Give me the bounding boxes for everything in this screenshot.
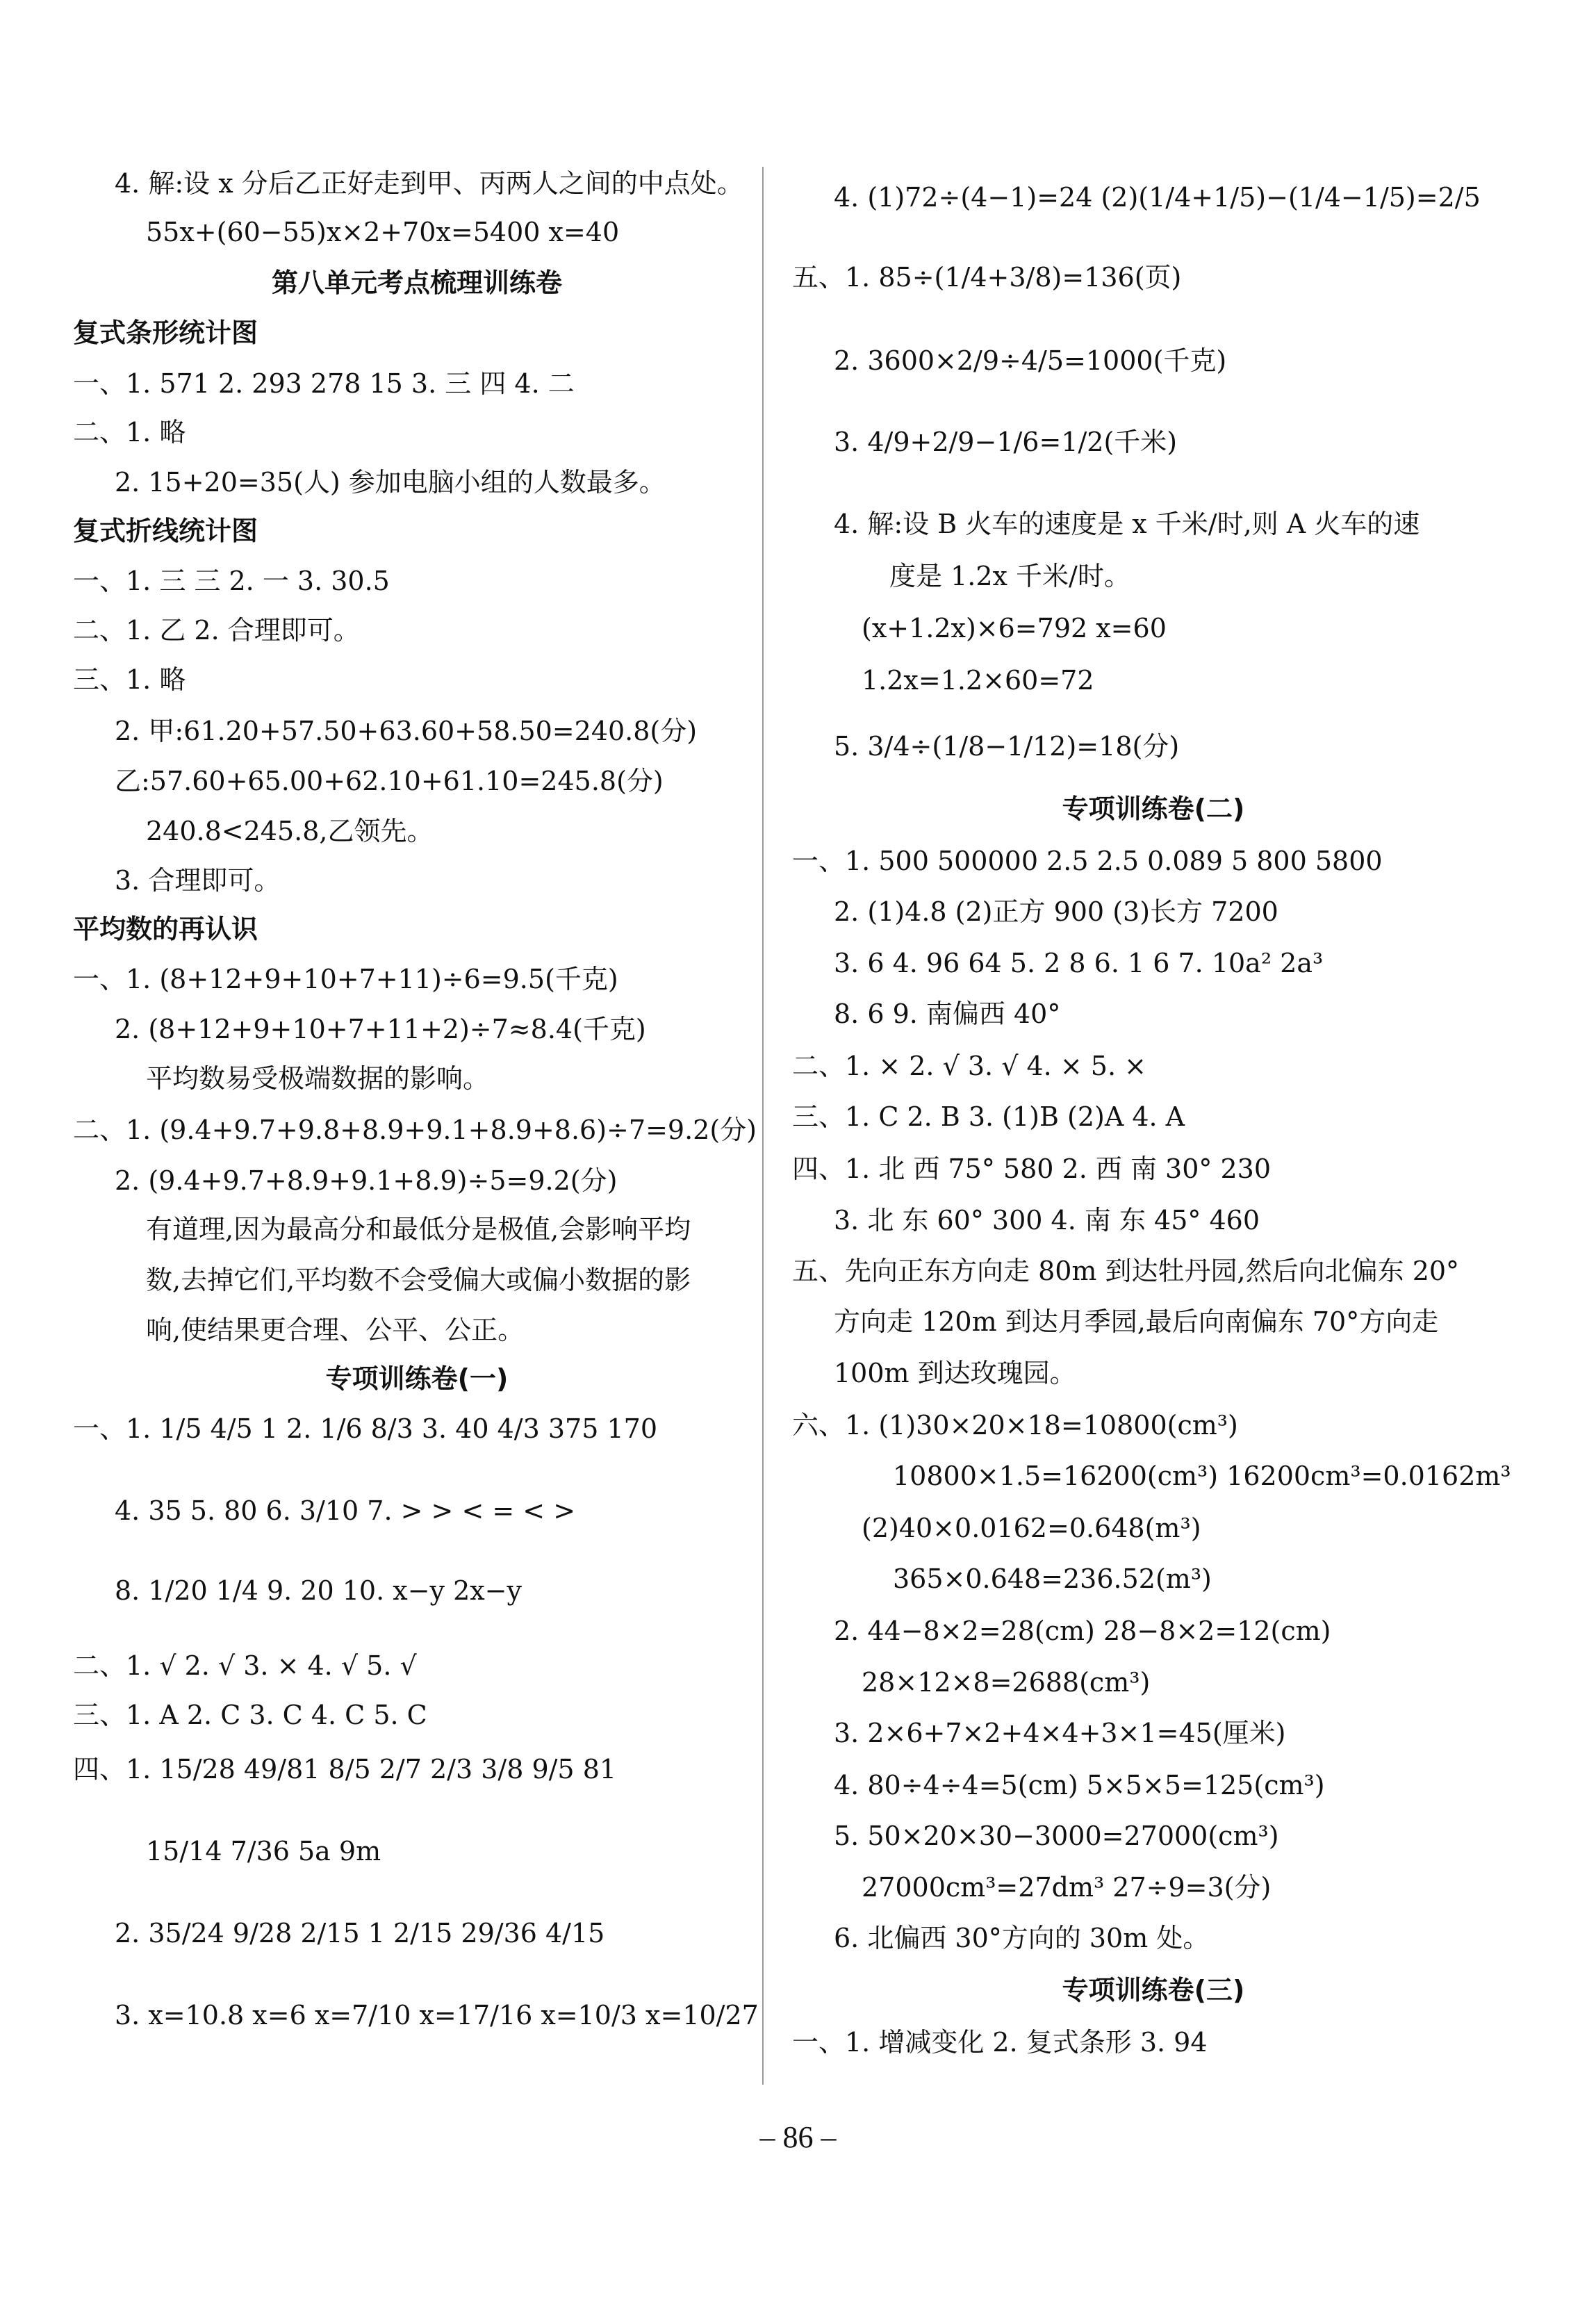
answer-line: 一、1. (8+12+9+10+7+11)÷6=9.5(千克)	[73, 964, 618, 994]
answer-line: 二、1. 乙 2. 合理即可。	[73, 615, 360, 646]
answer-line: 3. x=10.8 x=6 x=7/10 x=17/16 x=10/3 x=10/27	[115, 2000, 759, 2030]
answer-line: (x+1.2x)×6=792 x=60	[862, 613, 1167, 643]
answer-line: 2. 3600×2/9÷4/5=1000(千克)	[834, 345, 1227, 376]
answer-line: 3. 2×6+7×2+4×4+3×1=45(厘米)	[834, 1718, 1286, 1748]
section-title: 专项训练卷(二)	[1062, 794, 1245, 824]
answer-line: 2. 44−8×2=28(cm) 28−8×2=12(cm)	[834, 1616, 1331, 1646]
section-heading: 复式折线统计图	[73, 516, 258, 546]
answer-line: 二、1. (9.4+9.7+9.8+8.9+9.1+8.9+8.6)÷7=9.2(分)	[73, 1115, 757, 1145]
answer-line: 6. 北偏西 30°方向的 30m 处。	[834, 1923, 1210, 1953]
answer-line: 2. 甲:61.20+57.50+63.60+58.50=240.8(分)	[115, 716, 698, 746]
answer-line: 二、1. √ 2. √ 3. × 4. √ 5. √	[73, 1650, 417, 1681]
answer-line: 二、1. 略	[73, 417, 186, 448]
answer-line: 二、1. × 2. √ 3. √ 4. × 5. ×	[792, 1051, 1146, 1081]
page-number: – 86 –	[759, 2120, 837, 2154]
unit-title: 第八单元考点梳理训练卷	[271, 268, 562, 298]
answer-line: 一、1. 三 三 2. 一 3. 30.5	[73, 566, 390, 596]
answer-line: 2. (1)4.8 (2)正方 900 (3)长方 7200	[834, 896, 1278, 927]
answer-line: 4. 解:设 x 分后乙正好走到甲、丙两人之间的中点处。	[115, 168, 743, 199]
answer-line: 五、1. 85÷(1/4+3/8)=136(页)	[792, 262, 1182, 293]
answer-line: 方向走 120m 到达月季园,最后向南偏东 70°方向走	[834, 1306, 1439, 1337]
answer-line: 3. 4/9+2/9−1/6=1/2(千米)	[834, 427, 1178, 457]
answer-line: 四、1. 北 西 75° 580 2. 西 南 30° 230	[792, 1154, 1271, 1184]
answer-line: 100m 到达玫瑰园。	[834, 1358, 1076, 1388]
answer-line: 4. 35 5. 80 6. 3/10 7. > > < = < >	[115, 1495, 576, 1526]
answer-line: 乙:57.60+65.00+62.10+61.10=245.8(分)	[115, 766, 664, 796]
answer-line: 响,使结果更合理、公平、公正。	[146, 1315, 525, 1345]
answer-line: (2)40×0.0162=0.648(m³)	[862, 1513, 1201, 1543]
answer-line: 5. 3/4÷(1/8−1/12)=18(分)	[834, 731, 1180, 762]
answer-line: 240.8<245.8,乙领先。	[146, 816, 434, 846]
section-title: 专项训练卷(三)	[1062, 1975, 1245, 2005]
answer-line: 数,去掉它们,平均数不会受偏大或偏小数据的影	[146, 1265, 691, 1295]
answer-line: 8. 6 9. 南偏西 40°	[834, 999, 1061, 1029]
answer-line: 一、1. 1/5 4/5 1 2. 1/6 8/3 3. 40 4/3 375 170	[73, 1413, 658, 1444]
answer-line: 平均数易受极端数据的影响。	[146, 1063, 490, 1094]
answer-line: 2. 15+20=35(人) 参加电脑小组的人数最多。	[115, 467, 666, 498]
answer-line: 2. 35/24 9/28 2/15 1 2/15 29/36 4/15	[115, 1918, 605, 1948]
answer-line: 27000cm³=27dm³ 27÷9=3(分)	[862, 1872, 1272, 1903]
answer-line: 2. (8+12+9+10+7+11+2)÷7≈8.4(千克)	[115, 1014, 646, 1044]
answer-line: 365×0.648=236.52(m³)	[893, 1564, 1212, 1594]
answer-line: 28×12×8=2688(cm³)	[862, 1667, 1151, 1698]
answer-line: 1.2x=1.2×60=72	[862, 665, 1094, 696]
answer-line: 8. 1/20 1/4 9. 20 10. x−y 2x−y	[115, 1575, 522, 1606]
answer-line: 四、1. 15/28 49/81 8/5 2/7 2/3 3/8 9/5 81	[73, 1754, 617, 1784]
answer-line: 3. 合理即可。	[115, 865, 281, 896]
answer-line: 4. 解:设 B 火车的速度是 x 千米/时,则 A 火车的速	[834, 509, 1420, 539]
answer-line: 有道理,因为最高分和最低分是极值,会影响平均	[146, 1214, 691, 1245]
answer-line: 3. 北 东 60° 300 4. 南 东 45° 460	[834, 1205, 1260, 1236]
section-heading: 复式条形统计图	[73, 318, 258, 348]
answer-line: 3. 6 4. 96 64 5. 2 8 6. 1 6 7. 10a² 2a³	[834, 948, 1324, 978]
answer-line: 三、1. 略	[73, 664, 186, 695]
answer-line: 2. (9.4+9.7+8.9+9.1+8.9)÷5=9.2(分)	[115, 1165, 618, 1196]
answer-line: 10800×1.5=16200(cm³) 16200cm³=0.0162m³	[893, 1461, 1511, 1491]
answer-line: 55x+(60−55)x×2+70x=5400 x=40	[146, 217, 620, 247]
answer-line: 三、1. C 2. B 3. (1)B (2)A 4. A	[792, 1101, 1185, 1132]
answer-line: 5. 50×20×30−3000=27000(cm³)	[834, 1821, 1279, 1851]
section-title: 专项训练卷(一)	[325, 1363, 509, 1394]
answer-line: 一、1. 571 2. 293 278 15 3. 三 四 4. 二	[73, 368, 575, 399]
answer-line: 度是 1.2x 千米/时。	[889, 561, 1130, 591]
section-heading: 平均数的再认识	[73, 914, 258, 944]
column-divider	[762, 167, 764, 2085]
answer-line: 五、先向正东方向走 80m 到达牡丹园,然后向北偏东 20°	[792, 1256, 1460, 1286]
answer-line: 4. 80÷4÷4=5(cm) 5×5×5=125(cm³)	[834, 1770, 1325, 1800]
answer-line: 一、1. 增减变化 2. 复式条形 3. 94	[792, 2027, 1208, 2058]
answer-line: 六、1. (1)30×20×18=10800(cm³)	[792, 1410, 1238, 1441]
answer-line: 15/14 7/36 5a 9m	[146, 1836, 381, 1866]
answer-line: 三、1. A 2. C 3. C 4. C 5. C	[73, 1700, 427, 1730]
answer-line: 4. (1)72÷(4−1)=24 (2)(1/4+1/5)−(1/4−1/5)=2/5	[834, 182, 1481, 213]
answer-line: 一、1. 500 500000 2.5 2.5 0.089 5 800 5800	[792, 846, 1383, 876]
